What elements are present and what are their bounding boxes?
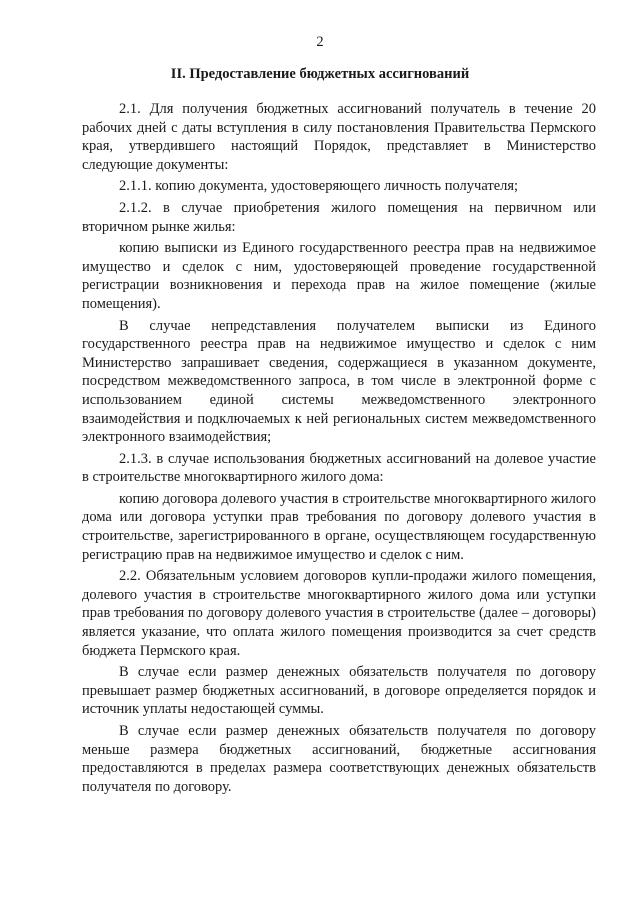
paragraph-2-1-3: 2.1.3. в случае использования бюджетных ассигнований на долевое участие в строительстве многоквартирного жилого дома: [82, 450, 596, 486]
paragraph-2-1: 2.1. Для получения бюджетных ассигнований получатель в течение 20 рабочих дней с даты вступления в силу постановления Правительства Пермского края, утвердившего настоящий Порядок, представляет в Министерство следующие документы: [82, 101, 596, 173]
paragraph-less-than: В случае если размер денежных обязательств получателя по договору меньше размера бюджетных ассигнований, бюджетные ассигнования предоставляются в пределах размера соответствующих денежных обязательств получателя по договору. [82, 723, 596, 795]
paragraph-exceeds: В случае если размер денежных обязательств получателя по договору превышает размер бюджетных ассигнований, в договоре определяется порядок и источник уплаты недостающей суммы. [82, 664, 596, 718]
paragraph-2-2: 2.2. Обязательным условием договоров купли-продажи жилого помещения, долевого участия в строительстве многоквартирного жилого дома или уступки прав требования по договору долевого участия в строительстве (далее – договоры) является указание, что оплата жилого помещения производится за счет средств бюджета Пермского края. [82, 568, 596, 659]
paragraph-2-1-1: 2.1.1. копию документа, удостоверяющего личность получателя; [119, 178, 519, 195]
document-body [82, 100, 596, 796]
paragraph-egrp-extract: копию выписки из Единого государственного реестра прав на недвижимое имущество и сделок с ним, удостоверяющей проведение государственной регистрации возникновения и перехода прав на жилое помещение (жилые помещения). [82, 240, 596, 312]
paragraph-contract-copy: копию договора долевого участия в строительстве многоквартирного жилого дома или договора уступки прав требования по договору долевого участия в строительстве, зарегистрированного в органе, осуществляющем государственную регистрацию прав на недвижимое имущество и сделок с ним. [82, 490, 596, 563]
page-number: 2 [316, 34, 324, 50]
paragraph-2-1-2: 2.1.2. в случае приобретения жилого помещения на первичном или вторичном рынке жилья: [82, 199, 596, 235]
paragraph-non-submission: В случае непредставления получателем выписки из Единого государственного реестра прав на недвижимое имущество и сделок с ним Министерство запрашивает сведения, содержащиеся в указанном документе, посредством межведомственного запроса, в том числе в электронной форме с использованием единой системы межведомственного электронного взаимодействия и подключаемых к ней региональных систем межведомственного электронного взаимодействия; [82, 317, 596, 446]
section-title: II. Предоставление бюджетных ассигнований [170, 66, 470, 82]
